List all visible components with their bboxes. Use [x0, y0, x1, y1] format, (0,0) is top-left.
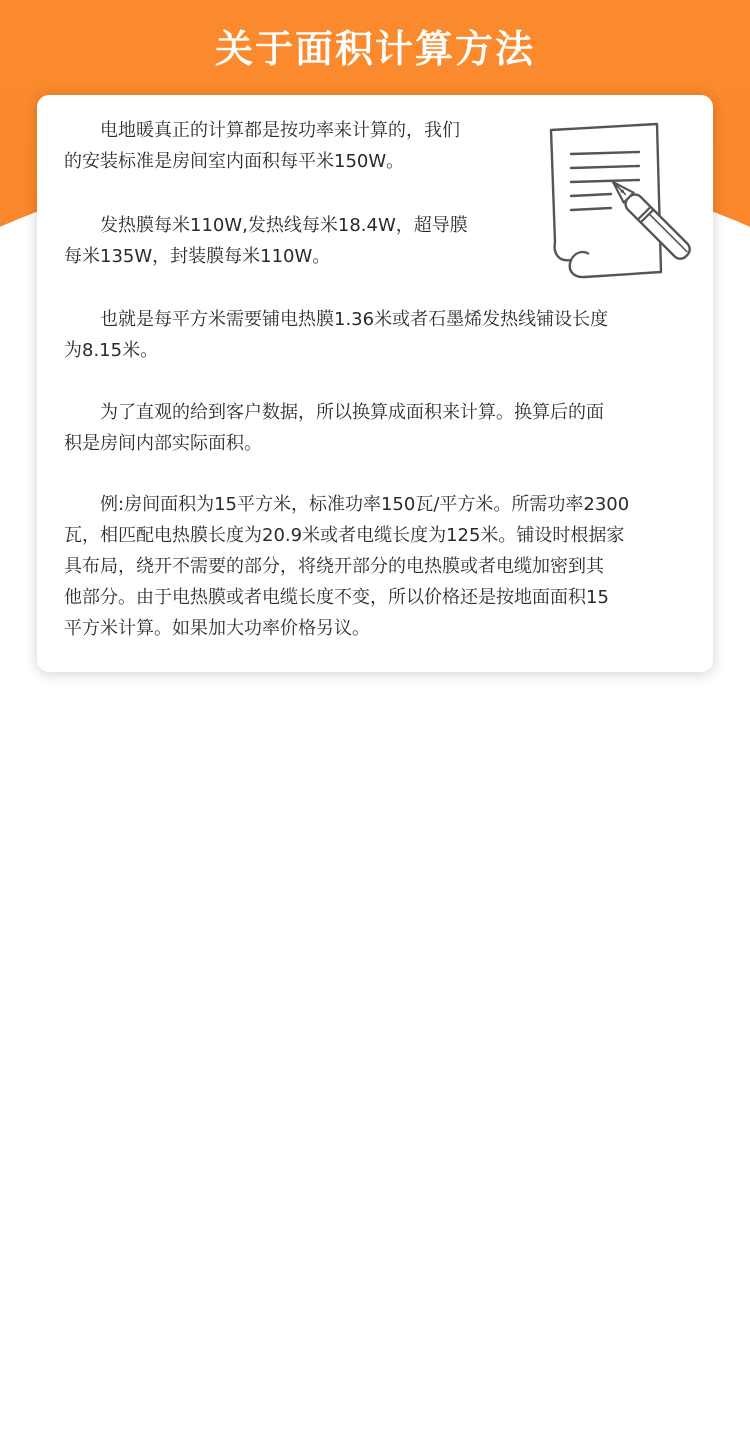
paragraph-line: 例:房间面积为15平方米，标准功率150瓦/平方米。所需功率2300: [64, 494, 630, 515]
paragraph-line: 具布局，绕开不需要的部分，将绕开部分的电热膜或者电缆加密到其: [64, 556, 604, 577]
paragraph-area-conversion: [64, 397, 604, 459]
paragraph-line: 电地暖真正的计算都是按功率来计算的，我们: [64, 120, 460, 141]
paragraph-line: 也就是每平方米需要铺电热膜1.36米或者石墨烯发热线铺设长度: [64, 309, 609, 330]
paragraph-line: 他部分。由于电热膜或者电缆长度不变，所以价格还是按地面面积15: [64, 587, 609, 608]
paragraph-line: 积是房间内部实际面积。: [64, 433, 262, 454]
paragraph-line: 的安装标准是房间室内面积每平米150W。: [64, 151, 405, 172]
paragraph-per-square-meter: [64, 304, 608, 366]
document-with-pen-icon: [545, 122, 695, 287]
paragraph-line: 发热膜每米110W,发热线每米18.4W，超导膜: [64, 215, 468, 236]
paragraph-power-standard: [64, 115, 460, 177]
paragraph-line: 平方米计算。如果加大功率价格另议。: [64, 618, 370, 639]
paragraph-line: 为8.15米。: [64, 340, 159, 361]
paragraph-example: [64, 489, 629, 644]
paragraph-line: 为了直观的给到客户数据，所以换算成面积来计算。换算后的面: [64, 402, 604, 423]
paragraph-film-wattage: [64, 210, 468, 272]
page-title: 关于面积计算方法: [214, 27, 535, 71]
paragraph-line: 瓦，相匹配电热膜长度为20.9米或者电缆长度为125米。铺设时根据家: [64, 525, 625, 546]
paragraph-line: 每米135W，封装膜每米110W。: [64, 246, 331, 267]
